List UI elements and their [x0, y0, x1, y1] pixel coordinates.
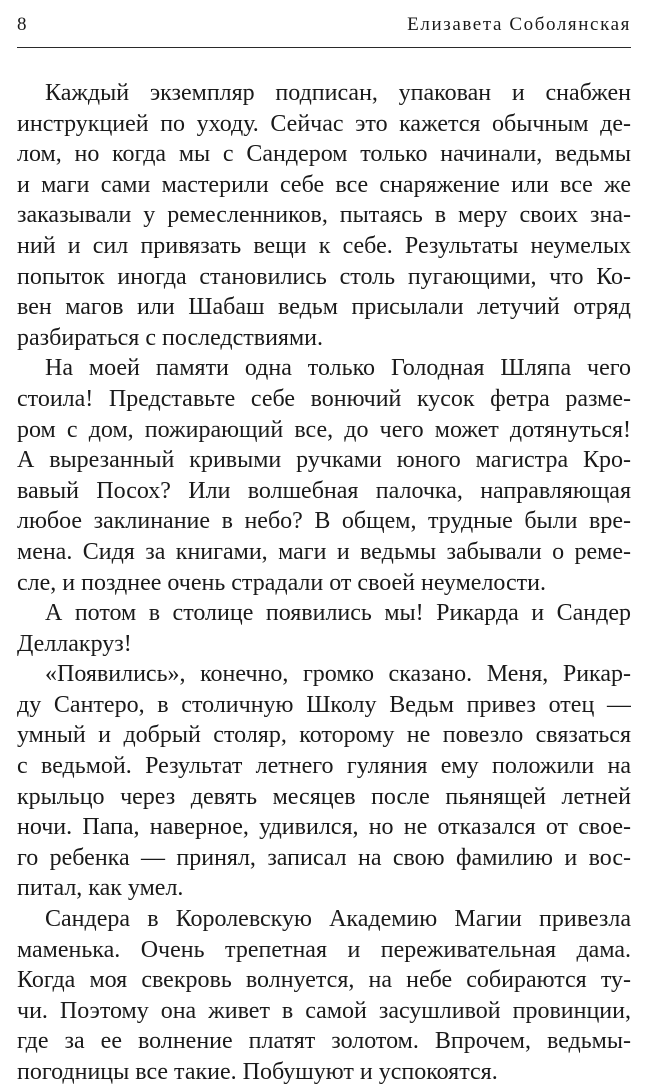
- text-line: где за ее волнение платят золотом. Впрочем, ведьмы-: [17, 1028, 631, 1055]
- page-header: [17, 14, 631, 44]
- text-line: А потом в столице появились мы! Рикарда и Сандер: [45, 600, 631, 627]
- text-line: умный и добрый столяр, которому не повезло связаться: [17, 722, 631, 749]
- text-line: питал, как умел.: [17, 875, 184, 902]
- text-line: вен магов или Шабаш ведьм присылали летучий отряд: [17, 294, 631, 321]
- text-line: попыток иногда становились столь пугающими, что Ко-: [17, 263, 631, 290]
- text-line: ду Сантеро, в столичную Школу Ведьм привез отец —: [17, 691, 631, 718]
- text-line: заказывали у ремесленников, пытаясь в меру своих зна-: [17, 202, 631, 229]
- body-text: [17, 78, 631, 1088]
- text-line: маменька. Очень трепетная и переживательная дама.: [17, 936, 631, 963]
- text-line: инструкцией по уходу. Сейчас это кажется обычным де-: [17, 110, 631, 137]
- text-line: А вырезанный кривыми ручками юного магистра Кро-: [17, 447, 631, 474]
- text-line: ром с дом, пожирающий все, до чего может дотянуться!: [17, 416, 631, 443]
- text-line: разбираться с последствиями.: [17, 324, 323, 351]
- text-line: Деллакруз!: [17, 630, 132, 657]
- page-number: 8: [17, 14, 27, 35]
- text-line: мена. Сидя за книгами, маги и ведьмы забывали о реме-: [17, 538, 631, 565]
- text-line: ночи. Папа, наверное, удивился, но не отказался от свое-: [17, 814, 631, 841]
- text-line: стоила! Представьте себе вонючий кусок фетра разме-: [17, 385, 631, 412]
- text-line: погодницы все такие. Побушуют и успокоятся.: [17, 1059, 498, 1085]
- text-line: с ведьмой. Результат летнего гуляния ему положили на: [17, 753, 631, 780]
- text-line: го ребенка — принял, записал на свою фамилию и вос-: [17, 844, 631, 871]
- text-line: чи. Поэтому она живет в самой засушливой провинции,: [17, 997, 631, 1024]
- header-rule: [17, 47, 631, 48]
- text-line: любое заклинание в небо? В общем, трудные были вре-: [17, 508, 631, 535]
- text-line: крыльцо через девять месяцев после пьянящей летней: [17, 783, 631, 810]
- running-head: Елизавета Соболянская: [407, 14, 631, 35]
- text-line: Когда моя свекровь волнуется, на небе собираются ту-: [17, 967, 631, 994]
- text-line: Сандера в Королевскую Академию Магии привезла: [45, 906, 631, 933]
- text-line: «Появились», конечно, громко сказано. Меня, Рикар-: [45, 661, 631, 688]
- text-line: лом, но когда мы с Сандером только начинали, ведьмы: [17, 141, 631, 168]
- text-line: ний и сил привязать вещи к себе. Результаты неумелых: [17, 232, 631, 259]
- text-line: сле, и позднее очень страдали от своей неумелости.: [17, 569, 547, 596]
- text-line: Каждый экземпляр подписан, упакован и снабжен: [45, 80, 631, 106]
- text-line: вавый Посох? Или волшебная палочка, направляющая: [17, 477, 631, 504]
- text-line: и маги сами мастерили себе все снаряжение или все же: [17, 171, 631, 198]
- text-line: На моей памяти одна только Голодная Шляпа чего: [45, 355, 631, 382]
